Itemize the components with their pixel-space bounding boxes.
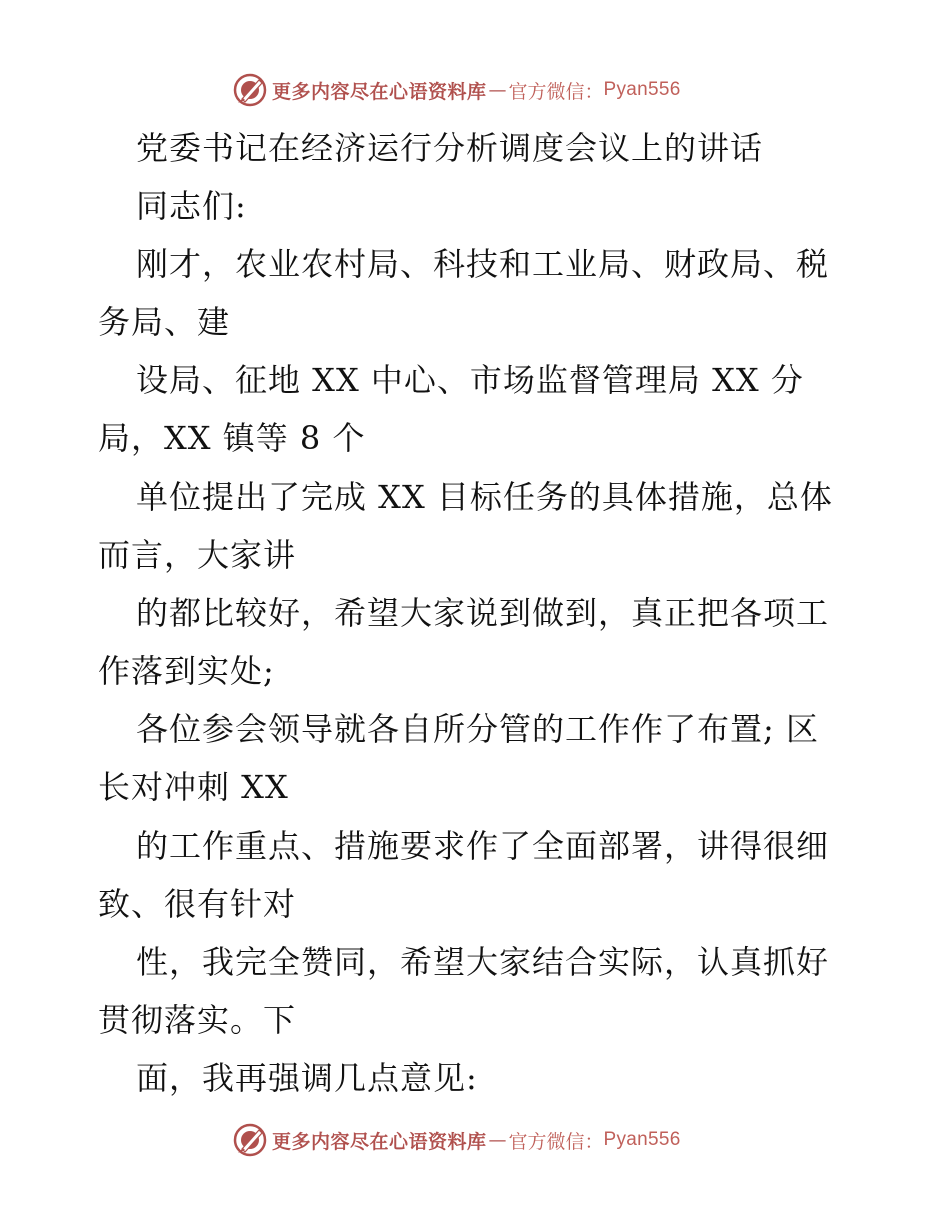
paragraph-line: 面，我再强调几点意见:	[136, 1059, 478, 1097]
watermark-wechat-label: 官方微信：	[508, 1130, 604, 1153]
paragraph-line: 作落到实处;	[98, 652, 275, 690]
paragraph-line: 务局、建	[98, 303, 231, 341]
pen-circle-logo-icon	[232, 72, 268, 108]
watermark-brand: 更多内容尽在心语资料库	[272, 1130, 487, 1153]
paragraph-line: 的工作重点、措施要求作了全面部署，讲得很细	[136, 827, 830, 865]
watermark-separator: —	[488, 79, 507, 101]
paragraph-line: 的都比较好，希望大家说到做到，真正把各项工	[136, 594, 830, 632]
paragraph-line: 致、很有针对	[98, 885, 297, 923]
salutation: 同志们:	[136, 187, 247, 225]
paragraph-line: 各位参会领导就各自所分管的工作作了布置; 区	[136, 710, 819, 748]
watermark-wechat-id: Pyan556	[603, 79, 681, 100]
paragraph-line: 性，我完全赞同，希望大家结合实际，认真抓好	[136, 943, 830, 981]
paragraph-line: 贯彻落实。下	[98, 1001, 297, 1039]
paragraph-line: 局，XX 镇等 8 个	[98, 419, 366, 457]
document-title: 党委书记在经济运行分析调度会议上的讲话	[136, 129, 764, 167]
paragraph-line: 单位提出了完成 XX 目标任务的具体措施，总体	[136, 478, 833, 516]
paragraph-line: 设局、征地 XX 中心、市场监督管理局 XX 分	[136, 361, 804, 399]
watermark-footer	[232, 1120, 681, 1160]
pen-circle-logo-icon	[232, 1122, 268, 1158]
watermark-wechat-id: Pyan556	[603, 1129, 681, 1150]
paragraph-line: 刚才，农业农村局、科技和工业局、财政局、税	[136, 245, 830, 283]
watermark-header	[232, 70, 681, 110]
watermark-brand: 更多内容尽在心语资料库	[272, 80, 487, 103]
paragraph-line: 而言，大家讲	[98, 536, 297, 574]
paragraph-line: 长对冲刺 XX	[98, 768, 289, 806]
watermark-wechat-label: 官方微信：	[508, 80, 604, 103]
watermark-separator: —	[488, 1129, 507, 1151]
